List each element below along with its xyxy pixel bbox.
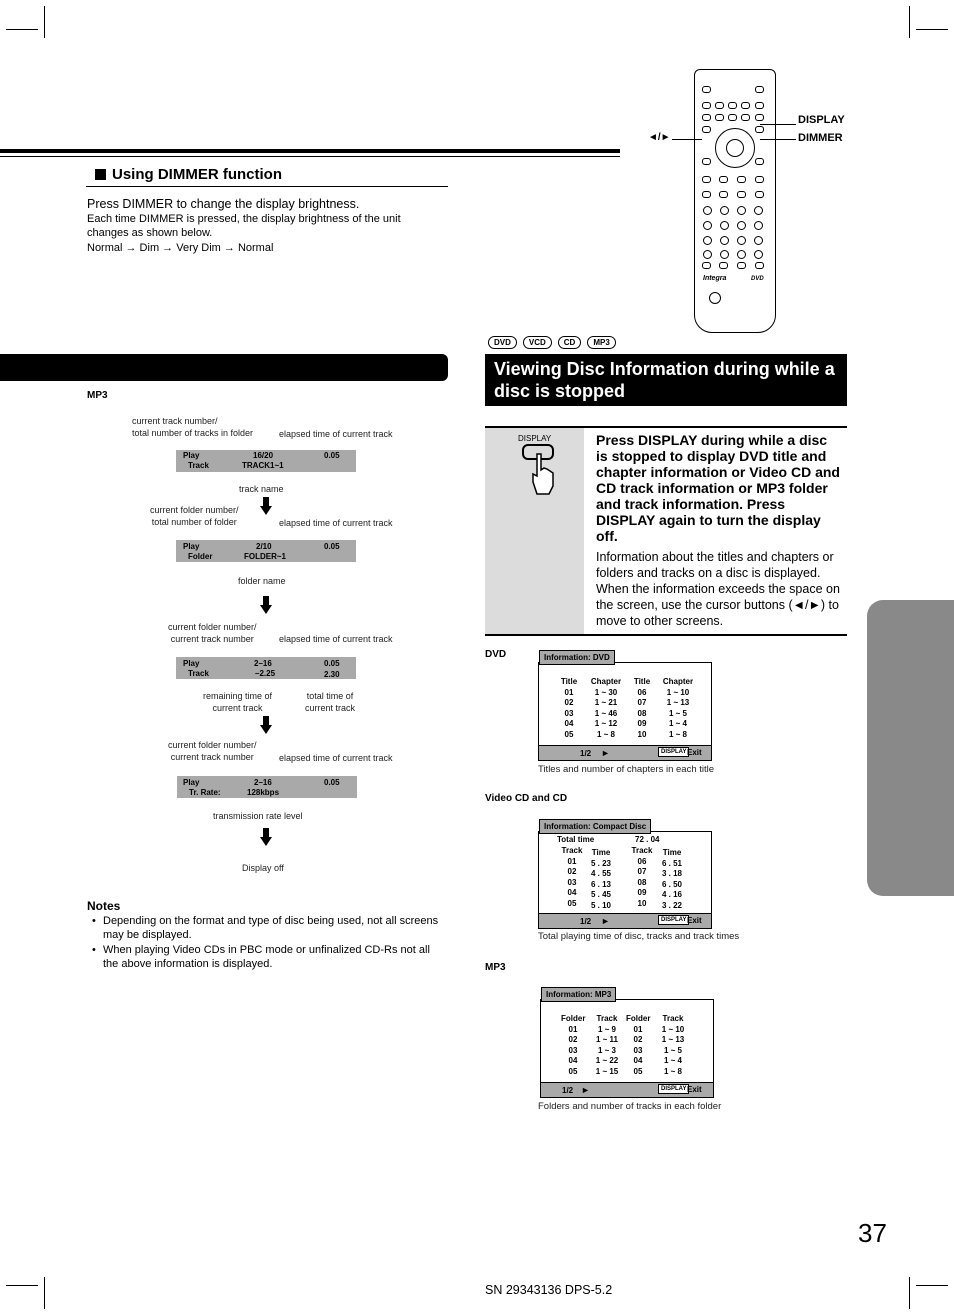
remote-leader-cursor <box>672 139 702 140</box>
footer-code: SN 29343136 DPS-5.2 <box>485 1283 613 1297</box>
screen-step-2: Play Folder 2/10 FOLDER~1 0.05 <box>176 540 356 562</box>
remote-leader-display <box>760 124 796 125</box>
dimmer-heading: Using DIMMER function <box>95 166 282 183</box>
notes-item: • Depending on the format and type of disc being used, not all screens may be displayed. <box>92 915 439 941</box>
mp3-screen-header: Information: MP3 <box>541 987 616 1002</box>
exit-label: Exit <box>687 1085 702 1094</box>
remote-button <box>702 86 711 93</box>
ann-left-3: current folder number/ current track number <box>168 622 257 644</box>
screen-step-1: Play Track 16/20 TRACK1~1 0.05 <box>176 450 356 472</box>
mp3-diagram-label: MP3 <box>87 390 108 401</box>
pressing-hand-icon <box>531 452 555 496</box>
display-callout: DISPLAY <box>798 114 845 126</box>
next-page-icon[interactable]: ► <box>601 748 610 758</box>
screen-step-4: Play Tr. Rate: 2–16 128kbps 0.05 <box>177 776 357 798</box>
dvd-caption: Titles and number of chapters in each title <box>538 764 715 775</box>
below-3-left: remaining time of current track <box>203 691 273 713</box>
ann-left-1: current track number/ total number of tracks in folder <box>132 416 254 438</box>
notes-item: • When playing Video CDs in PBC mode or unfinalized CD-Rs not all the above information is displayed. <box>92 944 430 970</box>
instruction-text: Press DISPLAY during while a disc is stopped to display DVD title and chapter information or Video CD and CD track information or MP3 folder and track information. Press DISPLAY again to turn the display off. <box>596 432 840 544</box>
notes-heading: Notes <box>87 899 121 913</box>
cd-caption: Total playing time of disc, tracks and track times <box>538 931 740 942</box>
disc-type-tags <box>488 336 622 349</box>
next-page-icon[interactable]: ► <box>581 1085 590 1095</box>
square-bullet-icon <box>95 169 106 180</box>
dvd-screen-header: Information: DVD <box>539 650 615 665</box>
below-4: transmission rate level <box>213 811 303 821</box>
remote-control <box>694 69 776 333</box>
tag-cd: CD <box>558 336 582 349</box>
cursor-callout: ◄/► <box>648 132 671 143</box>
mp3-section-label: MP3 <box>485 962 506 973</box>
tag-dvd: DVD <box>488 336 517 349</box>
page-number: 37 <box>858 1218 887 1248</box>
down-arrow-icon <box>260 497 272 515</box>
dvd-logo-icon: DVD <box>751 276 764 282</box>
mp3-caption: Folders and number of tracks in each folder <box>538 1101 722 1112</box>
exit-label: Exit <box>687 748 702 757</box>
display-off: Display off <box>242 863 284 873</box>
dvd-info-screen: Information: DVD Title 01 02 03 04 05 Chapter 1 ~ 30 1 ~ 21 1 ~ 46 1 ~ 12 1 ~ 8 Title 06 07 08 09 10 Chapter 1 ~ 10 1 ~ 13 1 ~ 5 1 ~ 4 1 ~ 8 1/2 ► DISPLAY Exit <box>538 662 712 761</box>
page-indicator: 1/2 <box>562 1086 574 1095</box>
ann-right-4: elapsed time of current track <box>279 753 393 763</box>
left-black-bar <box>0 354 448 381</box>
down-arrow-icon <box>260 828 272 846</box>
dimmer-sequence: Normal → Dim → Very Dim → Normal <box>87 242 274 254</box>
instruction-panel-bottom-rule <box>485 634 847 636</box>
display-button-label: DISPLAY <box>518 434 552 443</box>
ann-right-3: elapsed time of current track <box>279 634 393 644</box>
mp3-info-screen: Information: MP3 Folder 01 02 03 04 05 Track 1 ~ 9 1 ~ 11 1 ~ 3 1 ~ 22 1 ~ 15 Folder 01 02 03 04 05 Track 1 ~ 10 1 ~ 13 1 ~ 5 1 ~ 4 1 ~ 8 1/2 ► DISPLAY Exit <box>540 999 714 1098</box>
dimmer-lead: Press DIMMER to change the display brightness. <box>87 197 360 211</box>
below-1: track name <box>239 484 284 494</box>
viewing-title: Viewing Disc Information during while a disc is stopped <box>485 354 847 406</box>
dimmer-callout: DIMMER <box>798 132 843 144</box>
display-mini-button[interactable]: DISPLAY <box>658 1084 689 1094</box>
below-2: folder name <box>238 576 286 586</box>
next-page-icon[interactable]: ► <box>601 916 610 926</box>
down-arrow-icon <box>260 596 272 614</box>
description-text: Information about the titles and chapters or folders and tracks on a disc is displayed. When the information exceeds the space on the screen, use the cursor buttons (◄/►) to move to other screens. <box>596 550 840 628</box>
screen-step-3: Play Track 2–16 –2.25 0.05 2.30 <box>176 657 356 679</box>
cd-section-label: Video CD and CD <box>485 793 568 804</box>
below-3-right: total time of current track <box>305 691 356 713</box>
dvd-section-label: DVD <box>485 649 507 660</box>
display-mini-button[interactable]: DISPLAY <box>658 915 689 925</box>
side-tab <box>867 600 954 896</box>
ann-left-4: current folder number/ current track number <box>168 740 257 762</box>
top-rule-thin <box>0 156 620 157</box>
ann-right-1: elapsed time of current track <box>279 429 393 439</box>
remote-leader-dimmer <box>760 139 796 140</box>
tag-mp3: MP3 <box>587 336 615 349</box>
dimmer-body: Each time DIMMER is pressed, the display brightness of the unit changes as shown below. <box>87 213 401 239</box>
ann-left-2: current folder number/ total number of folder <box>150 505 239 527</box>
display-mini-button[interactable]: DISPLAY <box>658 747 689 757</box>
remote-brand: Integra <box>703 275 727 282</box>
down-arrow-icon <box>260 716 272 734</box>
page-indicator: 1/2 <box>580 917 592 926</box>
exit-label: Exit <box>687 916 702 925</box>
ann-right-2: elapsed time of current track <box>279 518 393 528</box>
page-indicator: 1/2 <box>580 749 592 758</box>
cd-info-screen: Information: Compact Disc Total time 72 . 04 Track 01 02 03 04 05 Time 5 . 23 4 . 55 6 . 13 5 . 45 5 . 10 Track 06 07 08 09 10 Time 6 . 51 3 . 18 6 . 50 4 . 16 3 . 22 1/2 ► DISPLAY Exit <box>538 831 712 929</box>
cd-screen-header: Information: Compact Disc <box>539 819 651 834</box>
top-rule <box>0 149 620 153</box>
dimmer-heading-rule <box>86 186 448 187</box>
tag-vcd: VCD <box>523 336 552 349</box>
remote-button <box>755 86 764 93</box>
